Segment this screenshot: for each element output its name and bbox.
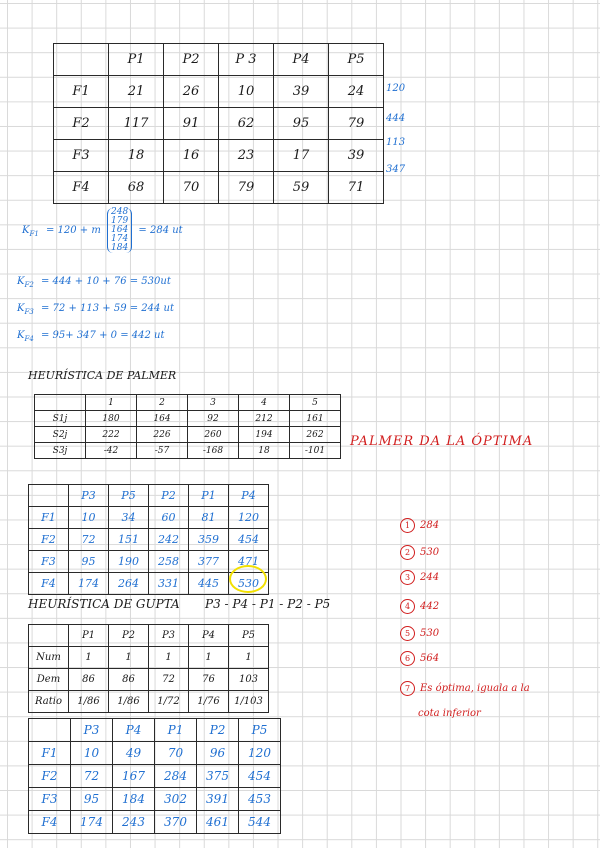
table-cell: 72 [71,765,113,788]
table-cell: 92 [188,411,239,427]
brace-value: 248 [111,207,129,217]
header-cell: 5 [290,395,341,411]
header-cell: 3 [188,395,239,411]
table-cell: 117 [109,108,164,140]
table-cell: 81 [189,507,229,529]
palmer-note: PALMER DA LA ÓPTIMA [350,434,534,449]
table-cell: 284 [155,765,197,788]
table-cell: 16 [164,140,219,172]
header-cell: 2 [137,395,188,411]
row-label: F3 [29,788,71,811]
header-cell: P1 [109,44,164,76]
row-label: S1j [35,411,86,427]
answer-item [400,545,439,560]
table-cell: 49 [113,742,155,765]
table-cell: 103 [229,669,269,691]
table-cell: 23 [219,140,274,172]
table-cell: 18 [239,443,290,459]
table-cell: 10 [71,742,113,765]
answer-item [400,626,439,641]
header-cell: P1 [189,485,229,507]
answer-item [400,518,439,533]
table-cell: 10 [69,507,109,529]
table-cell: 72 [69,529,109,551]
table-cell: 60 [149,507,189,529]
answer-number: 5 [400,626,415,641]
answer-number: 3 [400,570,415,585]
answer-text-continued: cota inferior [418,708,481,719]
answer-item [400,570,439,585]
header-cell: 1 [86,395,137,411]
formula-right: = 284 ut [138,225,183,236]
row-label: F2 [29,529,69,551]
header-cell [29,719,71,742]
row-label: F1 [29,507,69,529]
table-row [29,691,269,713]
answer-number: 2 [400,545,415,560]
header-cell: P4 [229,485,269,507]
answer-number: 4 [400,599,415,614]
table-cell: 71 [329,172,384,204]
table-cell: 184 [113,788,155,811]
formula-k4 [17,330,164,343]
table-row [29,765,281,788]
formula-brace [107,208,132,253]
table-cell: 76 [189,669,229,691]
table-cell: 391 [197,788,239,811]
answer-item [400,599,439,614]
row-label: Ratio [29,691,69,713]
row-label: F2 [29,765,71,788]
table-cell: 1/103 [229,691,269,713]
answer-text: 564 [420,653,440,664]
header-cell: P5 [329,44,384,76]
table-cell: 120 [229,507,269,529]
formula-body: = 444 + 10 + 76 = 530ut [40,276,171,287]
row-label: S2j [35,427,86,443]
table-cell: 544 [239,811,281,834]
table-cell: 174 [71,811,113,834]
k-label: K [22,225,30,236]
table-cell: 212 [239,411,290,427]
table-cell: 68 [109,172,164,204]
header-cell: P5 [109,485,149,507]
table-cell: 1 [149,647,189,669]
table-cell: 70 [155,742,197,765]
table-cell: 243 [113,811,155,834]
table-cell: 453 [239,788,281,811]
row-label: F4 [29,573,69,595]
table-cell: 331 [149,573,189,595]
answer-text: 530 [420,628,440,639]
table-row [29,647,269,669]
table-cell: 180 [86,411,137,427]
gupta-sequence: P3 - P4 - P1 - P2 - P5 [205,597,331,611]
header-cell: P5 [239,719,281,742]
row-label: F1 [54,76,109,108]
table-cell: 96 [197,742,239,765]
k-subscript: F2 [24,281,34,289]
table-cell: 174 [69,573,109,595]
table-cell: 1 [69,647,109,669]
table-cell: 359 [189,529,229,551]
table-cell: 62 [219,108,274,140]
table-cell: 21 [109,76,164,108]
table-cell: 262 [290,427,341,443]
table-cell: 17 [274,140,329,172]
table-cell: 161 [290,411,341,427]
table-cell: 454 [239,765,281,788]
row-label: Num [29,647,69,669]
table-row [35,427,341,443]
table-cell: 86 [69,669,109,691]
formula-body: = 72 + 113 + 59 = 244 ut [40,303,175,314]
header-cell: P4 [274,44,329,76]
row-label: F3 [29,551,69,573]
answer-text: 442 [420,601,440,612]
header-cell [29,485,69,507]
brace-value: 174 [111,234,129,244]
table-row [29,742,281,765]
header-cell: 4 [239,395,290,411]
table-row [29,669,269,691]
table-cell: 164 [137,411,188,427]
answer-item [400,651,439,666]
table-cell: 260 [188,427,239,443]
row-label: F1 [29,742,71,765]
table-cell: 72 [149,669,189,691]
row-label: F3 [54,140,109,172]
answer-text: 244 [420,572,440,583]
table-cell: 242 [149,529,189,551]
table-cell: 95 [69,551,109,573]
row-sum: 120 [386,83,406,94]
table-cell: 70 [164,172,219,204]
formula-body: = 95+ 347 + 0 = 442 ut [40,330,165,341]
table-cell: 1/86 [109,691,149,713]
header-cell: P 3 [219,44,274,76]
table-cell: 190 [109,551,149,573]
header-cell [29,625,69,647]
table-cell: 258 [149,551,189,573]
table-cell: 194 [239,427,290,443]
table-header-row [29,625,269,647]
table-cell: 10 [219,76,274,108]
table-cell: -42 [86,443,137,459]
table-row [54,140,384,172]
table-cell: 530 [229,573,269,595]
answer-number: 6 [400,651,415,666]
row-label: F4 [54,172,109,204]
table-cell: 461 [197,811,239,834]
k-subscript: F4 [24,335,34,343]
table-cell: 1/72 [149,691,189,713]
brace-value: 164 [111,225,129,235]
brace-value: 184 [111,243,129,253]
header-cell: P3 [71,719,113,742]
header-cell: P1 [155,719,197,742]
row-label: F2 [54,108,109,140]
row-label: Dem [29,669,69,691]
answer-number: 7 [400,681,415,696]
table-cell: 226 [137,427,188,443]
table-cell: 34 [109,507,149,529]
header-cell: P3 [69,485,109,507]
header-cell: P4 [113,719,155,742]
table-cell: 120 [239,742,281,765]
table-cell: 1/86 [69,691,109,713]
table-cell: 264 [109,573,149,595]
table-row [54,108,384,140]
header-cell: P5 [229,625,269,647]
gupta-table [28,624,269,713]
table-cell: 95 [71,788,113,811]
table-cell: 1 [229,647,269,669]
header-cell: P2 [164,44,219,76]
table-cell: 302 [155,788,197,811]
header-cell: P1 [69,625,109,647]
k-subscript: F1 [29,230,39,238]
table-header-row [29,719,281,742]
answer-text: 530 [420,547,440,558]
table-cell: 95 [274,108,329,140]
table-row [29,507,269,529]
palmer-title: HEURÍSTICA DE PALMER [28,369,177,382]
header-cell [35,395,86,411]
gupta-completion-table [28,718,281,834]
row-sum: 444 [386,113,406,124]
table-row [54,172,384,204]
table-cell: 1 [189,647,229,669]
formula-k3 [17,303,174,316]
brace-value: 179 [111,216,129,226]
table-cell: -57 [137,443,188,459]
answer-text: 284 [420,520,440,531]
header-cell [54,44,109,76]
cost-table [53,43,384,204]
header-cell: P2 [197,719,239,742]
table-cell: 375 [197,765,239,788]
formula-left: = 120 + m [45,225,101,236]
table-cell: 91 [164,108,219,140]
table-row [35,443,341,459]
table-row [54,76,384,108]
table-cell: 377 [189,551,229,573]
table-cell: 151 [109,529,149,551]
table-cell: 39 [329,140,384,172]
table-cell: 454 [229,529,269,551]
table-row [35,411,341,427]
table-cell: 79 [219,172,274,204]
table-cell: -168 [188,443,239,459]
formula-k1 [22,208,183,253]
table-cell: 18 [109,140,164,172]
table-cell: 370 [155,811,197,834]
answer-number: 1 [400,518,415,533]
table-cell: 445 [189,573,229,595]
table-header-row [35,395,341,411]
table-header-row [29,485,269,507]
table-cell: 167 [113,765,155,788]
table-cell: 39 [274,76,329,108]
table-cell: -101 [290,443,341,459]
table-cell: 59 [274,172,329,204]
row-label: F4 [29,811,71,834]
table-row [29,788,281,811]
answer-text: Es óptima, iguala a la [420,683,530,694]
row-sum: 347 [386,164,406,175]
k-label: K [17,330,25,341]
makespan-highlight [229,565,267,593]
k-label: K [17,303,25,314]
table-cell: 222 [86,427,137,443]
header-cell: P2 [149,485,189,507]
table-cell: 86 [109,669,149,691]
table-cell: 471 [229,551,269,573]
palmer-table [34,394,341,459]
table-header-row [54,44,384,76]
row-label: S3j [35,443,86,459]
header-cell: P3 [149,625,189,647]
table-cell: 24 [329,76,384,108]
table-cell: 1/76 [189,691,229,713]
header-cell: P2 [109,625,149,647]
table-cell: 1 [109,647,149,669]
header-cell: P4 [189,625,229,647]
table-row [29,529,269,551]
formula-k2 [17,276,171,289]
k-label: K [17,276,25,287]
answer-item [400,681,530,696]
k-subscript: F3 [24,308,34,316]
table-row [29,811,281,834]
gupta-title: HEURÍSTICA DE GUPTA [28,597,180,611]
table-cell: 79 [329,108,384,140]
table-cell: 26 [164,76,219,108]
row-sum: 113 [386,137,406,148]
